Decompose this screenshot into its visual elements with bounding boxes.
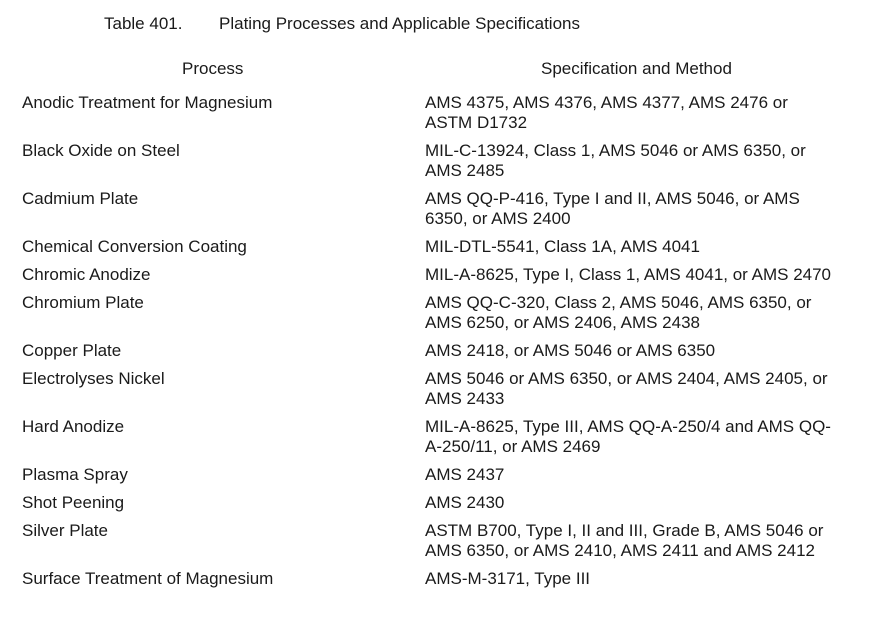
column-header-process: Process bbox=[182, 59, 244, 78]
table-row bbox=[0, 493, 872, 513]
process-cell: Chromium Plate bbox=[22, 293, 144, 312]
process-cell: Copper Plate bbox=[22, 341, 122, 360]
process-cell: Silver Plate bbox=[22, 521, 108, 540]
spec-cell: MIL-A-8625, Type III, AMS QQ-A-250/4 and AMS QQ- A-250/11, or AMS 2469 bbox=[425, 417, 831, 456]
spec-cell: AMS 4375, AMS 4376, AMS 4377, AMS 2476 or ASTM D1732 bbox=[425, 93, 788, 132]
spec-cell: MIL-C-13924, Class 1, AMS 5046 or AMS 6350, or AMS 2485 bbox=[425, 141, 806, 180]
spec-cell: AMS QQ-C-320, Class 2, AMS 5046, AMS 6350, or AMS 6250, or AMS 2406, AMS 2438 bbox=[425, 293, 812, 332]
spec-cell: AMS-M-3171, Type III bbox=[425, 569, 591, 588]
spec-cell: MIL-A-8625, Type I, Class 1, AMS 4041, or AMS 2470 bbox=[425, 265, 832, 284]
table-row bbox=[0, 369, 872, 409]
process-cell: Chromic Anodize bbox=[22, 265, 151, 284]
table-row bbox=[0, 341, 872, 361]
table-number: Table 401. bbox=[104, 14, 183, 33]
process-cell: Chemical Conversion Coating bbox=[22, 237, 247, 256]
table-caption bbox=[104, 14, 580, 34]
table-body bbox=[0, 93, 872, 597]
process-cell: Hard Anodize bbox=[22, 417, 125, 436]
process-cell: Black Oxide on Steel bbox=[22, 141, 180, 160]
spec-cell: AMS 2418, or AMS 5046 or AMS 6350 bbox=[425, 341, 716, 360]
table-row bbox=[0, 521, 872, 561]
table-row bbox=[0, 293, 872, 333]
table-row bbox=[0, 569, 872, 589]
table-title: Plating Processes and Applicable Specifications bbox=[219, 14, 580, 33]
table-row bbox=[0, 417, 872, 457]
spec-cell: AMS QQ-P-416, Type I and II, AMS 5046, or AMS 6350, or AMS 2400 bbox=[425, 189, 800, 228]
table-row bbox=[0, 93, 872, 133]
spec-cell: MIL-DTL-5541, Class 1A, AMS 4041 bbox=[425, 237, 700, 256]
process-cell: Shot Peening bbox=[22, 493, 125, 512]
spec-cell: AMS 2437 bbox=[425, 465, 505, 484]
spec-cell: ASTM B700, Type I, II and III, Grade B, AMS 5046 or AMS 6350, or AMS 2410, AMS 2411 and AMS 2412 bbox=[425, 521, 824, 560]
table-row bbox=[0, 189, 872, 229]
table-row bbox=[0, 465, 872, 485]
column-header-spec: Specification and Method bbox=[541, 59, 732, 78]
process-cell: Electrolyses Nickel bbox=[22, 369, 165, 388]
table-row bbox=[0, 237, 872, 257]
table-row bbox=[0, 265, 872, 285]
spec-cell: AMS 5046 or AMS 6350, or AMS 2404, AMS 2405, or AMS 2433 bbox=[425, 369, 828, 408]
process-cell: Surface Treatment of Magnesium bbox=[22, 569, 274, 588]
process-cell: Cadmium Plate bbox=[22, 189, 139, 208]
process-cell: Anodic Treatment for Magnesium bbox=[22, 93, 273, 112]
spec-cell: AMS 2430 bbox=[425, 493, 505, 512]
process-cell: Plasma Spray bbox=[22, 465, 128, 484]
table-row bbox=[0, 141, 872, 181]
